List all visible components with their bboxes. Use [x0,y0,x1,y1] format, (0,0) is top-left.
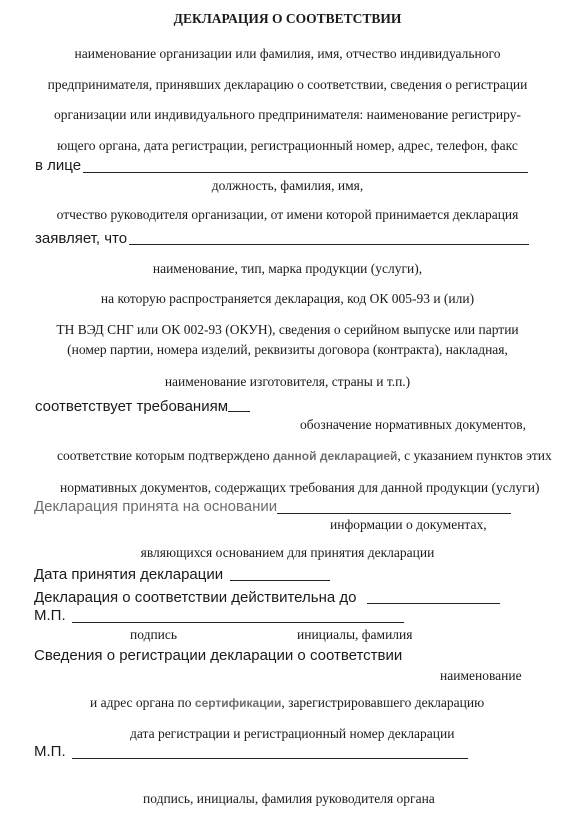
deystvitelna-field[interactable] [367,603,500,604]
rukovoditel-hint: отчество руководителя организации, от имени которой принимается декларация [56,207,519,222]
product-hint-line: ТН ВЭД СНГ или ОК 002-93 (ОКУН), сведения о серийном выпуске или партии [56,322,519,337]
organ-text-a: и адрес органа по [90,695,195,710]
product-hint-line: (номер партии, номера изделий, реквизиты договора (контракта), накладная, [67,342,508,357]
data-reg-hint: дата регистрации и регистрационный номер декларации [130,726,455,741]
organ-text-b: сертификации [194,696,282,710]
org-hint-line: организации или индивидуального предпринимателя: наименование регистриру- [54,107,521,122]
v-litse-label: в лице [35,157,82,174]
deystvitelna-label: Декларация о соответствии действительна до [34,589,357,606]
osnovanie-hint: являющихся основанием для принятия декларации [140,545,435,560]
confirm-line [57,448,552,464]
v-litse-hint: должность, фамилия, имя, [211,178,364,193]
product-hint-line: наименование, тип, марка продукции (услуги), [152,261,423,276]
zayavlyaet-label: заявляет, что [35,230,128,247]
organ-text-c: , зарегистрировавшего декларацию [281,695,485,710]
svedeniya-heading: Сведения о регистрации декларации о соответствии [34,647,403,664]
org-hint-line: предпринимателя, принявших декларацию о соответствии, сведения о регистрации [47,77,528,92]
page-title: ДЕКЛАРАЦИЯ О СООТВЕТСТВИИ [173,11,402,26]
podpis-ruk-hint: подпись, инициалы, фамилия руководителя органа [143,791,435,806]
sootvetstvuet-label: соответствует требованиям [35,398,229,415]
mp-label: М.П. [34,607,66,624]
product-hint-line: на которую распространяется декларация, код ОК 005-93 и (или) [100,291,475,306]
confirm-text-a: соответствие которым подтверждено [57,448,274,463]
initsialy-hint: инициалы, фамилия [297,627,413,642]
naimenovanie-hint: наименование [440,668,522,683]
mp2-label: М.П. [34,743,66,760]
org-hint-line: наименование организации или фамилия, имя, отчество индивидуального [74,46,501,61]
confirm-text-b: данной декларацией [273,449,398,463]
data-prinyatiya-field[interactable] [230,580,330,581]
norm-hint: обозначение нормативных документов, [300,417,527,432]
norm-docs-hint: нормативных документов, содержащих требования для данной продукции (услуги) [60,480,540,495]
sootvetstvuet-field[interactable] [228,411,250,412]
podpis-hint: подпись [130,627,178,642]
confirm-text-c: , с указанием пунктов этих [397,448,552,463]
mp-signature-field[interactable] [72,622,404,623]
v-litse-field[interactable] [83,172,528,173]
org-hint-line: ющего органа, дата регистрации, регистрационный номер, адрес, телефон, факс [57,138,518,153]
info-hint: информации о документах, [330,517,487,532]
data-prinyatiya-label: Дата принятия декларации [34,566,224,583]
product-hint-line: наименование изготовителя, страны и т.п.) [164,374,411,389]
prinyata-field[interactable] [277,513,511,514]
zayavlyaet-field[interactable] [129,244,529,245]
prinyata-label: Декларация принята на основании [34,498,278,515]
organ-line [90,695,484,711]
mp2-signature-field[interactable] [72,758,468,759]
